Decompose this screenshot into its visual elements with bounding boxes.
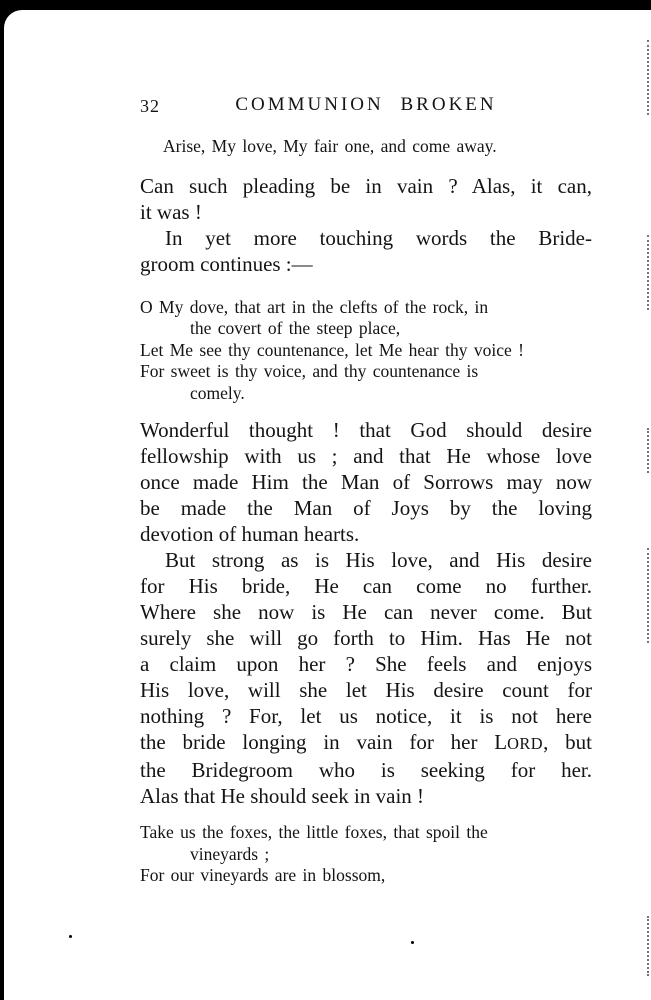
text-line: But strong as is His love, and His desire: [165, 548, 592, 572]
text-line: groom continues :—: [140, 251, 313, 276]
running-head: [140, 94, 592, 120]
lord-smallcaps: ORD: [507, 734, 544, 753]
paragraph-1: [140, 173, 592, 225]
verse-line: vineyards ;: [190, 843, 270, 864]
text-line-segment: , but: [543, 730, 592, 754]
scan-edge-noise: [647, 428, 649, 473]
text-line: surely she will go forth to Him. Has He not: [140, 626, 592, 650]
text-line: nothing ? For, let us notice, it is not here: [140, 704, 592, 728]
scan-edge-noise: [647, 548, 649, 643]
scan-speck: [411, 941, 414, 944]
text-line: Where she now is He can never come. But: [140, 600, 592, 624]
text-column: [140, 94, 592, 887]
verse-line: O My dove, that art in the clefts of the rock, in: [140, 296, 489, 317]
verse-line: the covert of the steep place,: [190, 318, 401, 338]
scan-edge-noise: [647, 235, 649, 310]
paragraph-3: [140, 417, 592, 547]
scan-edge-noise: [647, 40, 649, 115]
text-line-segment: the bride longing in vain for her L: [140, 730, 508, 754]
epigraph-line: Arise, My love, My fair one, and come away.: [163, 136, 497, 156]
text-line: the Bridegroom who is seeking for her.: [140, 758, 592, 782]
text-line: Alas that He should seek in vain !: [140, 784, 425, 808]
page-number: 32: [140, 96, 160, 116]
verse-line: For our vineyards are in blossom,: [140, 865, 386, 885]
text-line: devotion of human hearts.: [140, 522, 360, 546]
scan-speck: [69, 935, 72, 938]
text-line: for His bride, He can come no further.: [140, 574, 592, 598]
text-line: His love, will she let His desire count for: [140, 678, 592, 702]
text-line: a claim upon her ? She feels and enjoys: [140, 652, 592, 676]
verse-line: comely.: [190, 382, 245, 403]
text-line: once made Him the Man of Sorrows may now: [140, 470, 592, 494]
paragraph-2: [140, 225, 592, 277]
text-line: it was !: [140, 199, 202, 224]
verse-quote-2: [140, 822, 592, 887]
text-line: Wonderful thought ! that God should desire: [140, 418, 592, 442]
text-line: Can such pleading be in vain ? Alas, it can,: [140, 173, 592, 198]
text-line: In yet more touching words the Bride-: [165, 225, 592, 250]
verse-line: Let Me see thy countenance, let Me hear thy voice !: [140, 339, 524, 360]
verse-line: For sweet is thy voice, and thy countenance is: [140, 361, 479, 381]
text-line: be made the Man of Joys by the loving: [140, 496, 592, 520]
verse-line: Take us the foxes, the little foxes, that spoil the: [140, 822, 488, 842]
verse-quote-1: [140, 297, 592, 405]
text-line-lord: [140, 729, 592, 757]
running-title: COMMUNION BROKEN: [235, 94, 497, 115]
scan-edge-noise: [647, 916, 649, 976]
text-line: fellowship with us ; and that He whose love: [140, 444, 592, 468]
page-surface: [4, 10, 651, 1000]
paragraph-4: [140, 547, 592, 809]
